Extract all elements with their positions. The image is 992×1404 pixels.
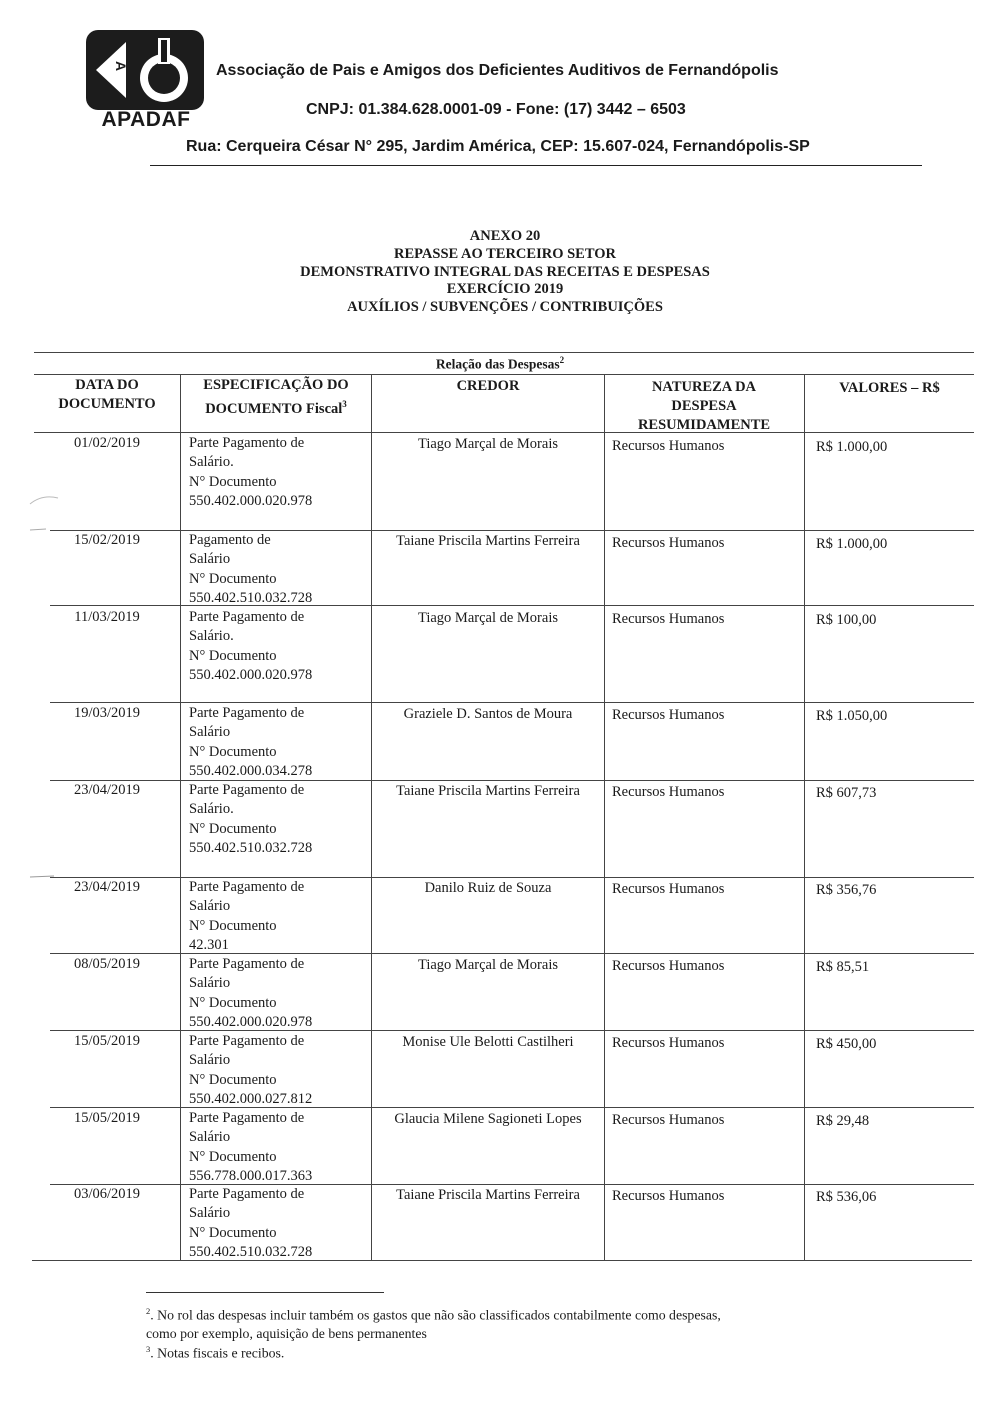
cell-creditor: Taiane Priscila Martins Ferreira <box>396 1187 580 1203</box>
cell-value: R$ 450,00 <box>816 1036 877 1052</box>
table-top-rule <box>34 352 974 353</box>
scan-mark-icon <box>28 872 58 882</box>
title-line: REPASSE AO TERCEIRO SETOR <box>393 245 616 262</box>
cell-value: R$ 536,06 <box>816 1189 877 1205</box>
col-line <box>804 374 805 1260</box>
title-line: AUXÍLIOS / SUBVENÇÕES / CONTRIBUIÇÕES <box>347 299 663 316</box>
cell-value: R$ 29,48 <box>816 1113 870 1129</box>
footnote-divider <box>146 1292 384 1293</box>
cell-spec: Parte Pagamento de Salário N° Documento 550.402.510.032.728 <box>189 1186 313 1260</box>
cell-spec: Parte Pagamento de Salário N° Documento 550.402.000.034.278 <box>189 705 313 779</box>
cell-nature: Recursos Humanos <box>612 784 725 800</box>
cell-spec: Parte Pagamento de Salário N° Documento 550.402.000.027.812 <box>189 1033 313 1107</box>
cell-date: 15/02/2019 <box>73 532 141 548</box>
header-nature: NATUREZA DA DESPESA RESUMIDAMENTE <box>637 379 771 433</box>
cell-spec: Pagamento de Salário N° Documento 550.402.510.032.728 <box>189 532 313 606</box>
col-line <box>180 374 181 1260</box>
cell-date: 15/05/2019 <box>73 1110 141 1126</box>
cell-nature: Recursos Humanos <box>612 438 725 454</box>
cell-date: 15/05/2019 <box>73 1033 141 1049</box>
cell-value: R$ 1.050,00 <box>816 708 888 724</box>
cell-value: R$ 356,76 <box>816 882 877 898</box>
footnote-3: $^3$. Notas fiscais e recibos. <box>146 1344 285 1361</box>
row-line <box>50 702 974 703</box>
cell-value: R$ 85,51 <box>816 959 870 975</box>
cell-spec: Parte Pagamento de Salário N° Documento 550.402.000.020.978 <box>189 956 313 1030</box>
org-name: Associação de Pais e Amigos dos Deficientes Auditivos de Fernandópolis <box>216 62 779 79</box>
cell-date: 23/04/2019 <box>73 879 141 895</box>
cell-date: 19/03/2019 <box>73 705 141 721</box>
cell-value: R$ 1.000,00 <box>816 439 888 455</box>
cell-creditor: Glaucia Milene Sagioneti Lopes <box>394 1111 582 1127</box>
cell-nature: Recursos Humanos <box>612 958 725 974</box>
scan-mark-icon <box>28 492 68 532</box>
logo-acronym: APADAF <box>101 108 191 131</box>
document-titles <box>0 228 992 317</box>
header-value: VALORES – R$ <box>839 380 940 396</box>
svg-text:A: A <box>113 60 129 72</box>
cell-nature: Recursos Humanos <box>612 1035 725 1051</box>
cell-date: 01/02/2019 <box>73 435 141 451</box>
title-line: DEMONSTRATIVO INTEGRAL DAS RECEITAS E DESPESAS <box>300 263 710 280</box>
cell-date: 03/06/2019 <box>73 1186 141 1202</box>
cell-spec: Parte Pagamento de Salário. N° Documento 550.402.000.020.978 <box>189 609 313 683</box>
address: Rua: Cerqueira César N° 295, Jardim América, CEP: 15.607-024, Fernandópolis-SP <box>186 138 810 155</box>
header-divider <box>150 165 922 166</box>
table-bottom-line <box>32 1260 972 1261</box>
cell-value: R$ 1.000,00 <box>816 536 888 552</box>
col-line <box>604 374 605 1260</box>
cell-creditor: Taiane Priscila Martins Ferreira <box>396 533 580 549</box>
footnote-2: $^2$. No rol das despesas incluir também os gastos que não são classificados contabilmente como despesas, como por exemplo, aquisição de bens permanentes <box>146 1306 721 1341</box>
cell-spec: Parte Pagamento de Salário. N° Documento 550.402.000.020.978 <box>189 435 313 509</box>
header-creditor: CREDOR <box>456 378 520 394</box>
cell-value: R$ 100,00 <box>816 612 877 628</box>
cell-creditor: Tiago Marçal de Morais <box>417 610 558 626</box>
header-date: DATA DO DOCUMENTO <box>58 377 156 412</box>
cell-date: 11/03/2019 <box>74 609 140 625</box>
row-line <box>34 432 974 433</box>
header-spec: ESPECIFICAÇÃO DO DOCUMENTO Fiscal$^3$ <box>203 377 349 417</box>
cell-value: R$ 607,73 <box>816 785 877 801</box>
cell-nature: Recursos Humanos <box>612 707 725 723</box>
cell-creditor: Monise Ule Belotti Castilheri <box>402 1034 574 1050</box>
cell-nature: Recursos Humanos <box>612 611 725 627</box>
cell-nature: Recursos Humanos <box>612 535 725 551</box>
title-line: EXERCÍCIO 2019 <box>446 281 564 298</box>
cell-spec: Parte Pagamento de Salário N° Documento 42.301 <box>189 879 305 953</box>
cell-creditor: Tiago Marçal de Morais <box>417 957 558 973</box>
cell-nature: Recursos Humanos <box>612 1188 725 1204</box>
cell-creditor: Tiago Marçal de Morais <box>417 436 558 452</box>
cell-date: 08/05/2019 <box>73 956 141 972</box>
cell-nature: Recursos Humanos <box>612 1112 725 1128</box>
cell-spec: Parte Pagamento de Salário. N° Documento 550.402.510.032.728 <box>189 782 313 856</box>
cell-date: 23/04/2019 <box>73 782 141 798</box>
cell-creditor: Danilo Ruiz de Souza <box>424 880 552 896</box>
cell-spec: Parte Pagamento de Salário N° Documento 556.778.000.017.363 <box>189 1110 313 1184</box>
cnpj-phone: CNPJ: 01.384.628.0001-09 - Fone: (17) 3442 – 6503 <box>306 101 686 118</box>
header-top-line <box>34 374 974 375</box>
cell-nature: Recursos Humanos <box>612 881 725 897</box>
title-line: ANEXO 20 <box>469 228 541 244</box>
table-title: Relação das Despesas$^2$ <box>435 355 565 372</box>
cell-creditor: Graziele D. Santos de Moura <box>403 706 573 722</box>
cell-creditor: Taiane Priscila Martins Ferreira <box>396 783 580 799</box>
